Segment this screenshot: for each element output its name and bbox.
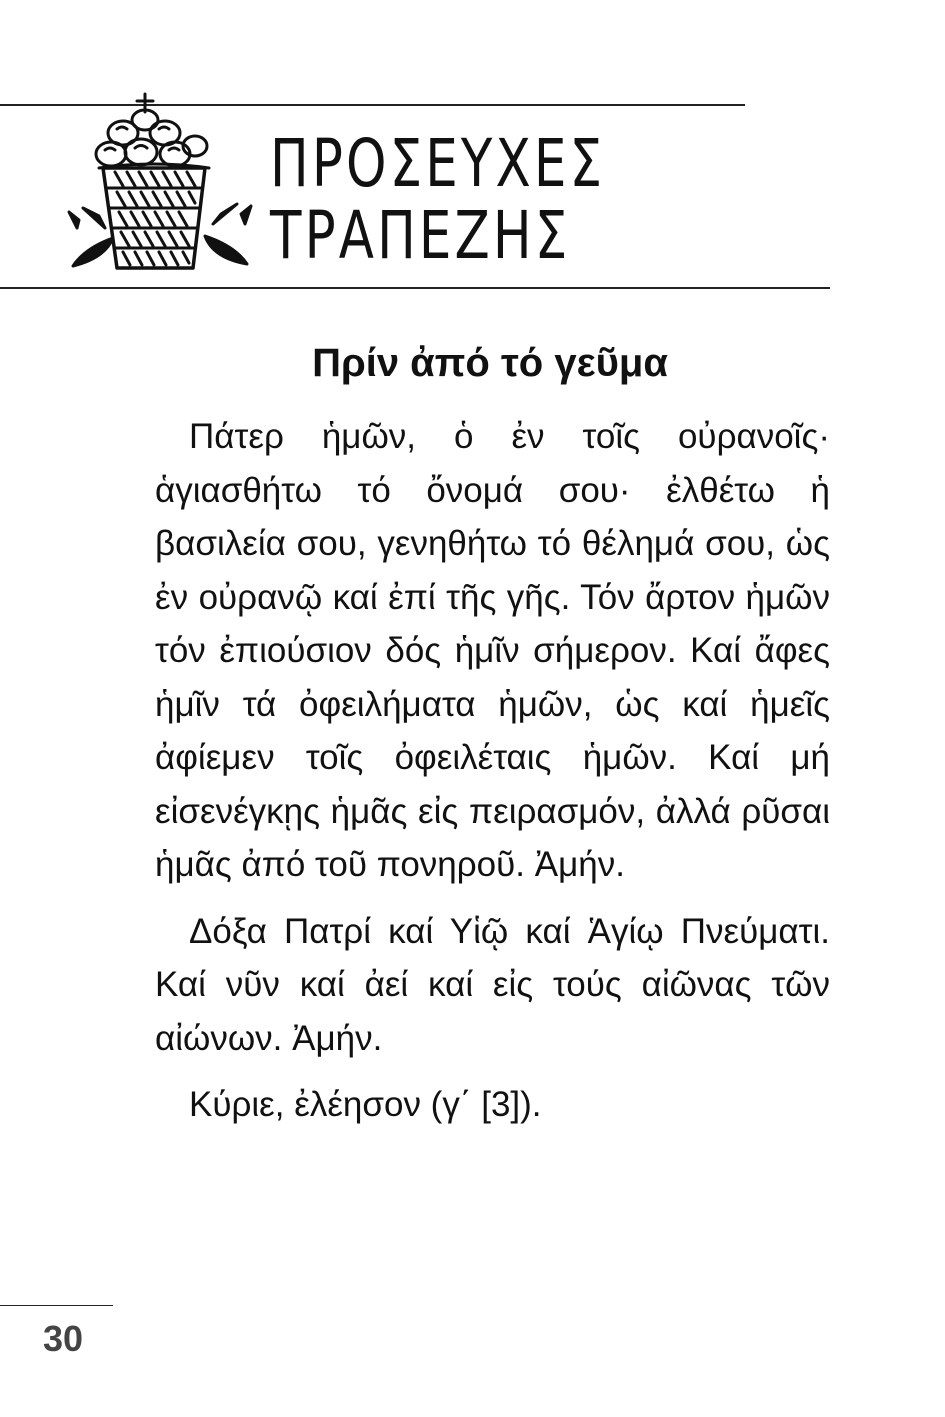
section-heading: Πρίν ἀπό τό γεῦμα bbox=[312, 341, 668, 385]
page-number: 30 bbox=[43, 1318, 84, 1359]
chapter-title bbox=[270, 125, 606, 274]
chapter-title-line-2: ΤΡΑΠΕΖΗΣ bbox=[270, 197, 571, 274]
footer-rule bbox=[0, 1305, 113, 1306]
chapter-title-line-1: ΠΡΟΣΕΥΧΕΣ bbox=[270, 125, 606, 202]
prayer-text bbox=[155, 410, 830, 1145]
doxology-paragraph: Δόξα Πατρί καί Υἱῷ καί Ἁγίῳ Πνεύματι. Καί νῦν καί ἀεί καί εἰς τούς αἰῶνας τῶν αἰώνων. Ἀμήν. bbox=[155, 911, 830, 1058]
kyrie-eleison-paragraph: Κύριε, ἐλέησον (γ΄ [3]). bbox=[189, 1085, 542, 1124]
bread-basket-with-fish-icon bbox=[65, 88, 255, 288]
lords-prayer-paragraph: Πάτερ ἡμῶν, ὁ ἐν τοῖς οὐρανοῖς· ἁγιασθήτω τό ὄνομά σου· ἐλθέτω ἡ βασιλεία σου, γενηθήτω τό θέλημά σου, ὡς ἐν οὐρανῷ καί ἐπί τῆς γῆς. Τόν ἄρτον ἡμῶν τόν ἐπιούσιον δός ἡμῖν σήμερον. Καί ἄφες ἡμῖν τά ὀφειλήματα ἡμῶν, ὡς καί ἡμεῖς ἀφίεμεν τοῖς ὀφειλέταις ἡμῶν. Καί μή εἰσενέγκῃς ἡμᾶς εἰς πειρασμόν, ἀλλά ρῦσαι ἡμᾶς ἀπό τοῦ πονηροῦ. Ἀμήν. bbox=[155, 417, 830, 884]
